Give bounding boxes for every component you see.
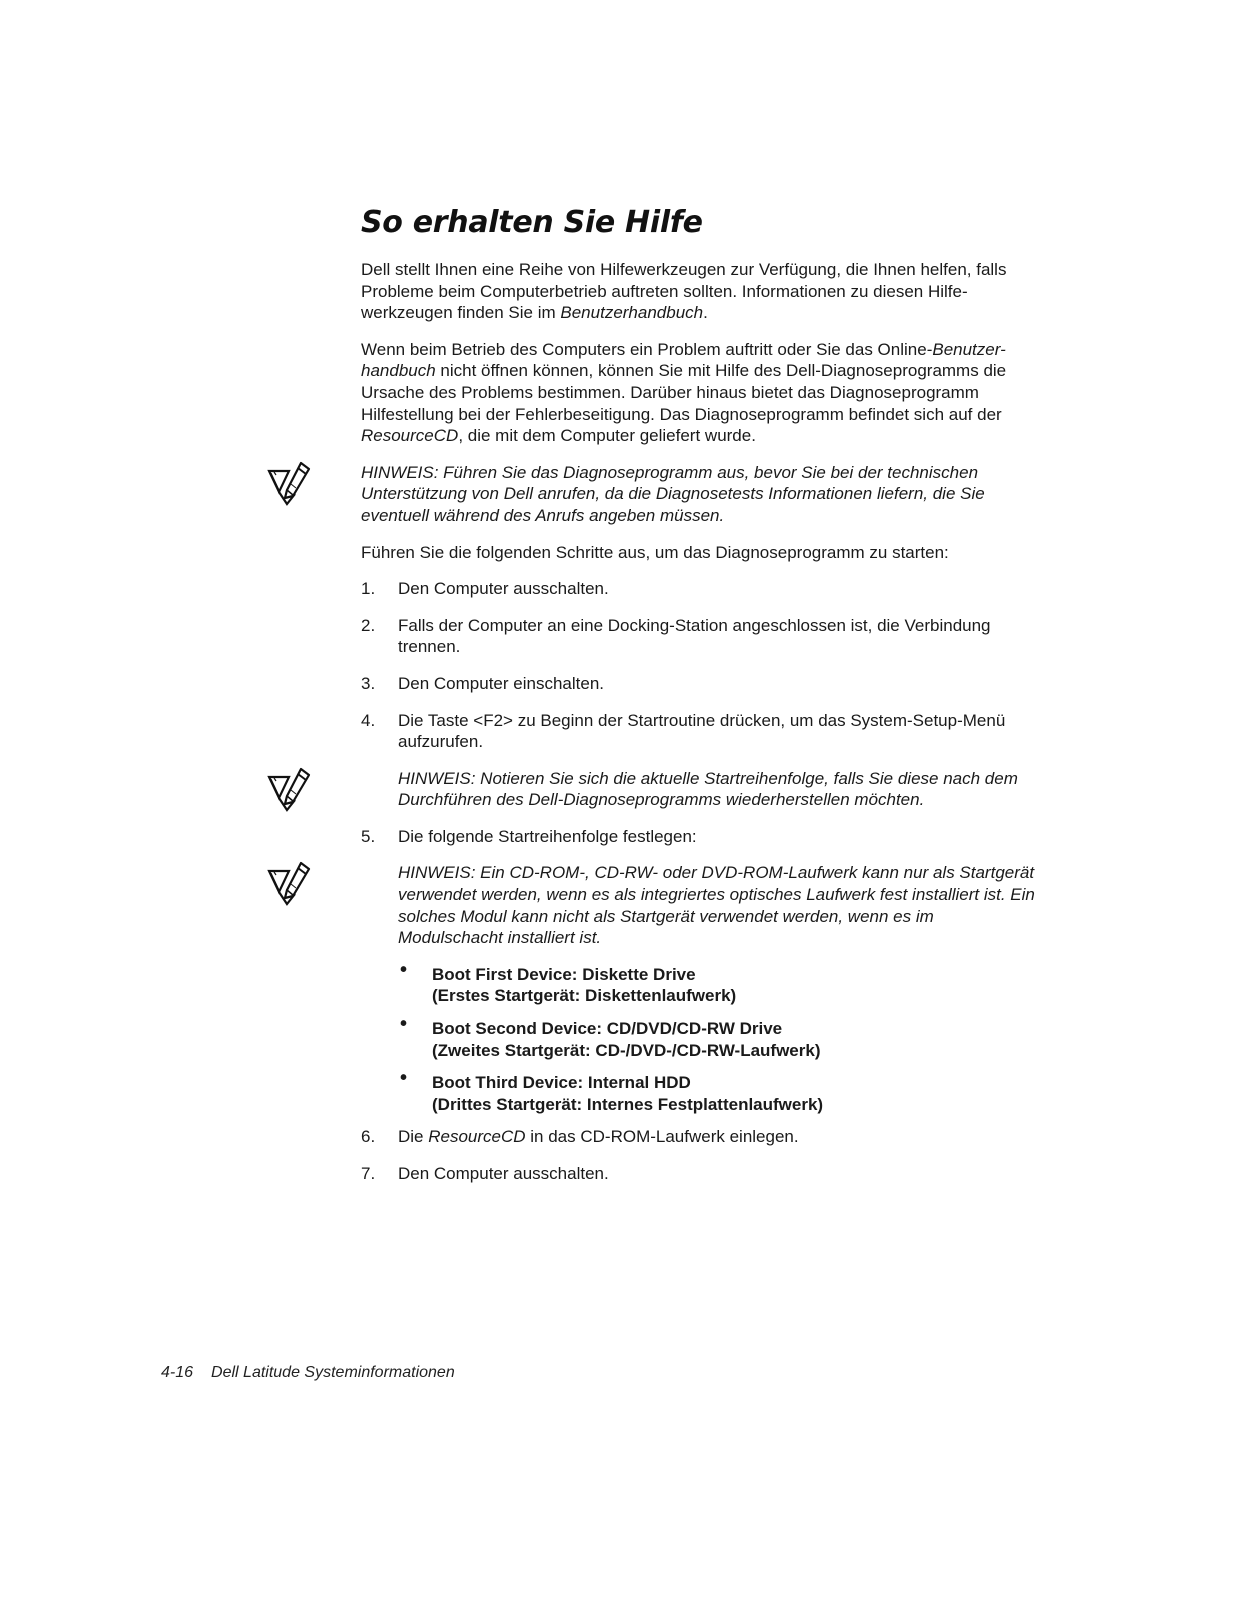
- boot-item-translation: (Zweites Startgerät: CD-/DVD-/CD-RW-Laufwerk): [432, 1040, 821, 1060]
- note-pencil-icon: [265, 460, 313, 508]
- step-item: [361, 578, 1041, 600]
- step-number: 6.: [361, 1127, 376, 1147]
- page-footer: [161, 1364, 455, 1382]
- note-3-text: HINWEIS: Ein CD-ROM-, CD-RW- oder DVD-ROM-Laufwerk kann nur als Startgerät verwendet werden, wenn es als integriertes optisches Laufwerk fest installiert ist. Ein solches Modul kann nicht als Startgerät verwendet werden, wenn es im Modulschacht installiert ist.: [398, 863, 1035, 948]
- page-title: So erhalten Sie Hilfe: [361, 205, 703, 240]
- step-text: Die Taste <F2> zu Beginn der Startroutine drücken, um das System-Setup-Menü aufzurufen.: [398, 710, 1006, 752]
- note-2-text: HINWEIS: Notieren Sie sich die aktuelle Startreihenfolge, falls Sie diese nach dem Durchführen des Dell-Diagnoseprogramms wiederherstellen möchten.: [398, 768, 1018, 810]
- boot-order-list: [361, 958, 1041, 1116]
- footer-title: Dell Latitude Systeminformationen: [211, 1364, 455, 1381]
- note-1: [361, 462, 1041, 527]
- page-number: 4-16: [161, 1364, 194, 1381]
- step-number: 2.: [361, 615, 376, 635]
- step-number: 3.: [361, 673, 376, 693]
- step-item: [361, 826, 1041, 848]
- step-text-emphasis: ResourceCD: [428, 1127, 526, 1147]
- step-number: 5.: [361, 826, 376, 846]
- steps-list: [361, 578, 1041, 753]
- intro-p1-end: .: [703, 303, 708, 323]
- intro-p2-text-b: nicht öffnen können, können Sie mit Hilfe des Dell-Diagnoseprogramms die Ursache des Problems bestimmen. Darüber hinaus bietet das Diagnoseprogramm Hilfestellung bei der Fehlerbeseitigung. Das Diagnoseprogramm befindet sich auf der: [361, 361, 1007, 424]
- step-number: 4.: [361, 710, 376, 730]
- bullet: •: [400, 1013, 408, 1036]
- note-pencil-icon: [265, 860, 313, 908]
- note-1-text: HINWEIS: Führen Sie das Diagnoseprogramm aus, bevor Sie bei der technischen Unterstützung von Dell anrufen, da die Diagnosetests Informationen liefern, die Sie eventuell während des Anrufs angeben müssen.: [361, 462, 985, 525]
- main-content: [361, 203, 1041, 1200]
- step-item: [361, 710, 1041, 753]
- intro-p2-text-a: Wenn beim Betrieb des Computers ein Problem auftritt oder Sie das Online-: [361, 339, 933, 359]
- step-text: Den Computer ausschalten.: [398, 1164, 609, 1183]
- step-text: Den Computer ausschalten.: [398, 579, 609, 599]
- intro-p2-emphasis-2: ResourceCD: [361, 426, 459, 446]
- step-text: Die folgende Startreihenfolge festlegen:: [398, 826, 697, 846]
- note-pencil-icon: [265, 766, 313, 814]
- step-item: [361, 615, 1041, 658]
- boot-item: [398, 1067, 1041, 1115]
- step-item: [361, 1163, 1041, 1185]
- steps-list-final: [361, 1126, 1041, 1184]
- step-text: Falls der Computer an eine Docking-Station angeschlossen ist, die Verbindung trennen.: [398, 615, 991, 657]
- note-3: [361, 862, 1041, 948]
- step-number: 1.: [361, 579, 376, 599]
- intro-paragraph-1: [361, 259, 1041, 324]
- steps-list-continued: [361, 826, 1041, 848]
- boot-item: [398, 958, 1041, 1007]
- step-item: [361, 1126, 1041, 1148]
- boot-item-label: Boot Second Device: CD/DVD/CD-RW Drive: [432, 1019, 783, 1039]
- note-2: [361, 768, 1041, 811]
- intro-p1-text: Dell stellt Ihnen eine Reihe von Hilfewerkzeugen zur Verfügung, die Ihnen helfen, falls Probleme beim Computerbetrieb auftreten sollten. Informationen zu diesen Hilfe-werkzeugen finden Sie im: [361, 260, 1007, 323]
- intro-p2-text-c: , die mit dem Computer geliefert wurde.: [458, 426, 756, 446]
- step-text: Den Computer einschalten.: [398, 673, 605, 693]
- intro-p1-emphasis: Benutzerhandbuch: [560, 303, 704, 323]
- boot-item-label: Boot Third Device: Internal HDD: [432, 1073, 691, 1093]
- intro-p2-emphasis-1: Benutzer-handbuch: [361, 339, 1006, 381]
- intro-paragraph-2: [361, 339, 1041, 447]
- step-text-end: in das CD-ROM-Laufwerk einlegen.: [525, 1127, 799, 1147]
- step-number: 7.: [361, 1164, 376, 1183]
- bullet: •: [400, 958, 408, 981]
- boot-item-translation: (Erstes Startgerät: Diskettenlaufwerk): [432, 986, 737, 1006]
- step-item: [361, 673, 1041, 695]
- bullet: •: [400, 1067, 408, 1090]
- boot-item-label: Boot First Device: Diskette Drive: [432, 964, 696, 984]
- boot-item-translation: (Drittes Startgerät: Internes Festplattenlaufwerk): [432, 1094, 824, 1114]
- boot-item: [398, 1013, 1041, 1061]
- step-text: Die: [398, 1127, 429, 1147]
- steps-intro: Führen Sie die folgenden Schritte aus, um das Diagnoseprogramm zu starten:: [361, 542, 949, 562]
